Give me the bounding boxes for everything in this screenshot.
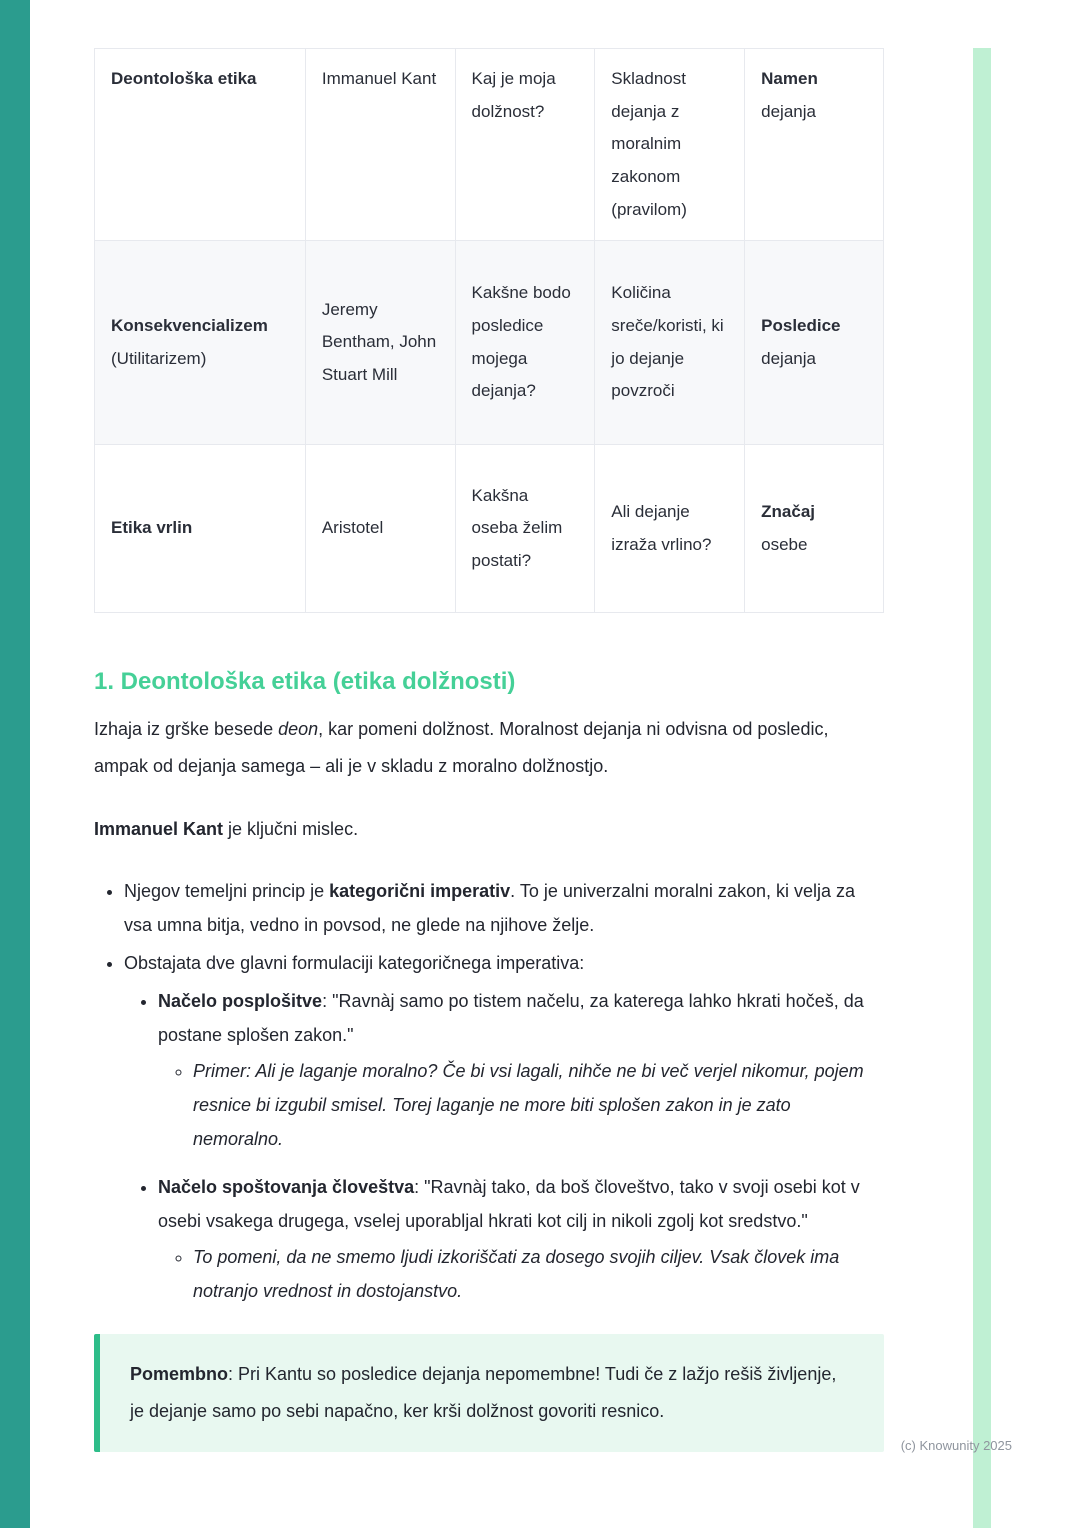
- callout-text: : Pri Kantu so posledice dejanja nepomembne! Tudi če z lažjo rešiš življenje, je dejanje samo po sebi napačno, ker krši dolžnost govoriti resnico.: [130, 1364, 837, 1422]
- list-item: [124, 874, 884, 942]
- callout-paragraph: [130, 1356, 854, 1430]
- item-bold: Načelo spoštovanja človeštva: [158, 1177, 415, 1198]
- table-row: [95, 241, 884, 445]
- important-callout: [94, 1334, 884, 1452]
- section-heading: 1. Deontološka etika (etika dolžnosti): [94, 668, 516, 696]
- table-row: [95, 445, 884, 613]
- item-text: Njegov temeljni princip je: [124, 881, 330, 902]
- kant-principles-list: [94, 874, 884, 1308]
- intro-text-b: , kar pomeni dolžnost. Moralnost dejanja ni odvisna od posledic, ampak od dejanja samega – ali je v skladu z moralno dolžnostjo.: [94, 719, 829, 777]
- focus-rest: dejanja: [761, 348, 816, 368]
- left-accent-bar: [0, 0, 30, 1528]
- theory-subname: (Utilitarizem): [111, 348, 207, 368]
- intro-term-italic: deon: [278, 719, 319, 740]
- focus-keyword: Posledice: [761, 316, 841, 335]
- list-item: [124, 946, 884, 1308]
- cell-criterion: [595, 49, 745, 241]
- cell-question: [455, 445, 595, 613]
- cell-question: [455, 241, 595, 445]
- focus-rest: dejanja: [761, 101, 816, 121]
- item-text: : "Ravnàj tako, da boš človeštvo, tako v svoji osebi kot v osebi vsakega drugega, vselej uporabljal hkrati kot cilj in nikoli zgolj kot sredstvo.": [158, 1177, 860, 1232]
- cell-thinker: [305, 49, 455, 241]
- criterion-text: Skladnost dejanja z moralnim zakonom (pravilom): [611, 69, 687, 219]
- cell-criterion: [595, 241, 745, 445]
- thinker-name: Jeremy Bentham, John Stuart Mill: [321, 299, 437, 384]
- document-content: [94, 48, 884, 1452]
- item-text: Obstajata dve glavni formulaciji kategoričnega imperativa:: [124, 953, 585, 974]
- list-item: ◦ Primer: Ali je laganje moralno? Če bi vsi lagali, nihče ne bi več verjel nikomur, pojem resnice bi izgubil smisel. Torej laganje ne more biti splošen zakon in je zato nemoralno.: [193, 1054, 884, 1156]
- list-item: [158, 984, 884, 1156]
- list-item: [158, 1170, 884, 1308]
- cell-thinker: [305, 241, 455, 445]
- cell-criterion: [595, 445, 745, 613]
- intro-text-a: Izhaja iz grške besede: [94, 719, 279, 740]
- thinker-name: Aristotel: [321, 518, 384, 538]
- kant-paragraph: [94, 811, 884, 848]
- focus-keyword: Namen: [761, 69, 818, 88]
- item-bold: kategorični imperativ: [329, 881, 511, 902]
- item-text: : "Ravnàj samo po tistem načelu, za katerega lahko hkrati hočeš, da postane splošen zakon.": [158, 991, 864, 1046]
- item-text: . To je univerzalni moralni zakon, ki velja za vsa umna bitja, vedno in povsod, ne glede na njihove želje.: [124, 881, 856, 936]
- table-row: [95, 49, 884, 241]
- right-accent-bar: [973, 48, 991, 1528]
- cell-question: [455, 49, 595, 241]
- criterion-text: Količina sreče/koristi, ki jo dejanje povzroči: [611, 283, 724, 401]
- key-question: Kakšna oseba želim postati?: [471, 485, 563, 570]
- cell-focus: [745, 49, 884, 241]
- example-list: [158, 1054, 884, 1156]
- item-bold: Načelo posplošitve: [158, 991, 323, 1012]
- formulations-list: [124, 984, 884, 1308]
- cell-theory: [95, 445, 306, 613]
- cell-focus: [745, 241, 884, 445]
- key-question: Kaj je moja dolžnost?: [471, 69, 556, 121]
- kant-name-bold: Immanuel Kant: [94, 819, 224, 840]
- cell-focus: [745, 445, 884, 613]
- criterion-text: Ali dejanje izraža vrlino?: [611, 502, 712, 554]
- theory-name: Deontološka etika: [111, 69, 257, 88]
- list-item: ◦ To pomeni, da ne smemo ljudi izkoriščati za dosego svojih ciljev. Vsak človek ima notranjo vrednost in dostojanstvo.: [193, 1240, 884, 1308]
- theory-name: Konsekvencializem: [111, 316, 268, 335]
- key-question: Kakšne bodo posledice mojega dejanja?: [471, 283, 571, 401]
- callout-label-bold: Pomembno: [130, 1364, 229, 1385]
- focus-keyword: Značaj: [761, 502, 815, 521]
- example-list: [158, 1240, 884, 1308]
- thinker-name: Immanuel Kant: [321, 69, 437, 88]
- copyright-note: (c) Knowunity 2025: [900, 1438, 1012, 1453]
- focus-rest: osebe: [761, 534, 808, 554]
- cell-theory: [95, 49, 306, 241]
- theory-name: Etika vrlin: [111, 518, 193, 538]
- cell-theory: [95, 241, 306, 445]
- intro-paragraph: [94, 711, 884, 785]
- cell-thinker: [305, 445, 455, 613]
- ethics-comparison-table: [94, 48, 884, 613]
- kant-rest: je ključni mislec.: [223, 819, 359, 840]
